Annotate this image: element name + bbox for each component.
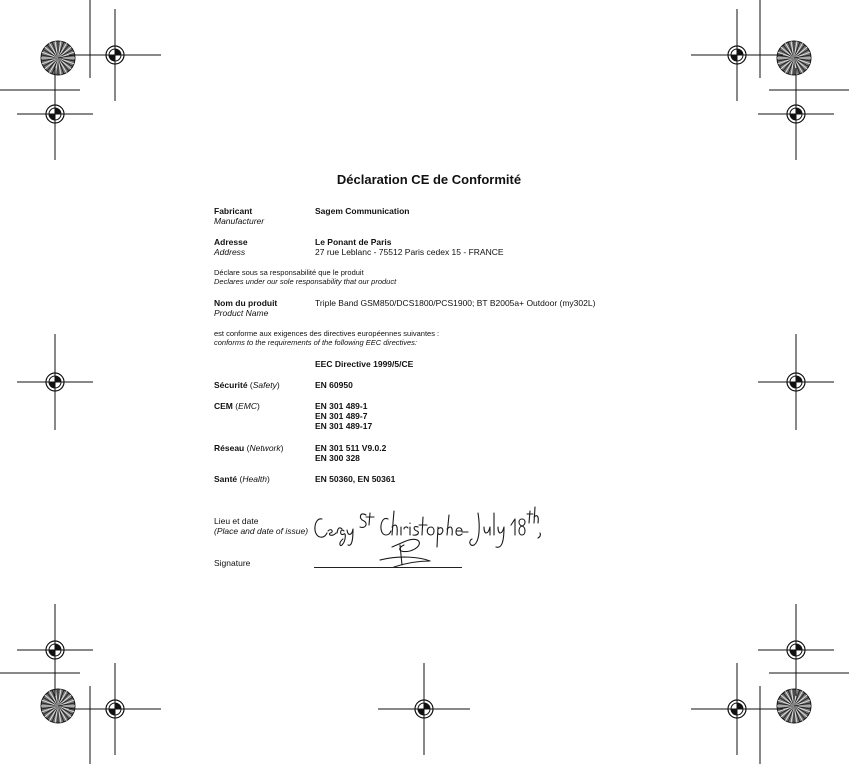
product-label: Nom du produit bbox=[214, 298, 278, 308]
registration-target bbox=[758, 334, 834, 430]
handwritten-signature bbox=[310, 505, 550, 575]
safety-label-fr: Sécurité bbox=[214, 380, 248, 390]
emc-label: CEM (EMC) bbox=[214, 401, 260, 411]
conformity-fr: est conforme aux exigences des directives européennes suivantes : bbox=[214, 329, 440, 338]
safety-label-en: Safety bbox=[252, 380, 277, 390]
network-standard: EN 301 511 V9.0.2 bbox=[315, 443, 387, 453]
manufacturer-label-en: Manufacturer bbox=[214, 216, 265, 226]
directive: EEC Directive 1999/5/CE bbox=[315, 359, 414, 369]
network-label: Réseau (Network) bbox=[214, 443, 284, 453]
health-label-en: Health bbox=[242, 474, 267, 484]
health-label: Santé (Health) bbox=[214, 474, 270, 484]
registration-target bbox=[69, 663, 161, 755]
safety-label: Sécurité (Safety) bbox=[214, 380, 280, 390]
starburst-registration-mark bbox=[777, 41, 811, 75]
declaration-fr: Déclare sous sa responsabilité que le produit bbox=[214, 268, 364, 277]
emc-label-fr: CEM bbox=[214, 401, 233, 411]
document-title: Déclaration CE de Conformité bbox=[336, 172, 522, 187]
product-label-en: Product Name bbox=[214, 308, 269, 318]
place-date-handwritten-text bbox=[462, 521, 477, 531]
health-standard: EN 50360, EN 50361 bbox=[315, 474, 396, 484]
declaration-en: Declares under our sole responsability that our product bbox=[214, 277, 397, 286]
manufacturer-value: Sagem Communication bbox=[315, 206, 410, 216]
manufacturer-label: Fabricant bbox=[214, 206, 253, 216]
conformity-en: conforms to the requirements of the following EEC directives: bbox=[214, 338, 418, 347]
product-value: Triple Band GSM850/DCS1800/PCS1900; BT B2005a+ Outdoor (my302L) bbox=[315, 298, 596, 308]
address-line-1: Le Ponant de Paris bbox=[315, 237, 392, 247]
starburst-registration-mark bbox=[41, 41, 75, 75]
address-line-2: 27 rue Leblanc - 75512 Paris cedex 15 - FRANCE bbox=[315, 247, 504, 257]
registration-target bbox=[691, 663, 783, 755]
emc-standard: EN 301 489-7 bbox=[315, 411, 368, 421]
signature-line bbox=[314, 567, 462, 568]
network-label-en: Network bbox=[249, 443, 281, 453]
address-label: Adresse bbox=[214, 237, 248, 247]
safety-standard: EN 60950 bbox=[315, 380, 353, 390]
registration-target bbox=[17, 334, 93, 430]
emc-label-en: EMC bbox=[238, 401, 257, 411]
health-label-fr: Santé bbox=[214, 474, 238, 484]
registration-target bbox=[691, 9, 783, 101]
registration-target bbox=[17, 68, 93, 160]
registration-target bbox=[758, 68, 834, 160]
registration-target bbox=[17, 604, 93, 696]
starburst-registration-mark bbox=[777, 689, 811, 723]
place-date-label-en: (Place and date of issue) bbox=[214, 526, 309, 536]
starburst-registration-mark bbox=[41, 689, 75, 723]
registration-target bbox=[758, 604, 834, 696]
network-standard: EN 300 328 bbox=[315, 453, 360, 463]
registration-target bbox=[69, 9, 161, 101]
emc-standard: EN 301 489-17 bbox=[315, 421, 373, 431]
address-label-en: Address bbox=[214, 247, 246, 257]
signature-label: Signature bbox=[214, 558, 251, 568]
network-label-fr: Réseau bbox=[214, 443, 245, 453]
place-date-label: Lieu et date bbox=[214, 516, 259, 526]
emc-standard: EN 301 489-1 bbox=[315, 401, 368, 411]
registration-target bbox=[378, 663, 470, 755]
